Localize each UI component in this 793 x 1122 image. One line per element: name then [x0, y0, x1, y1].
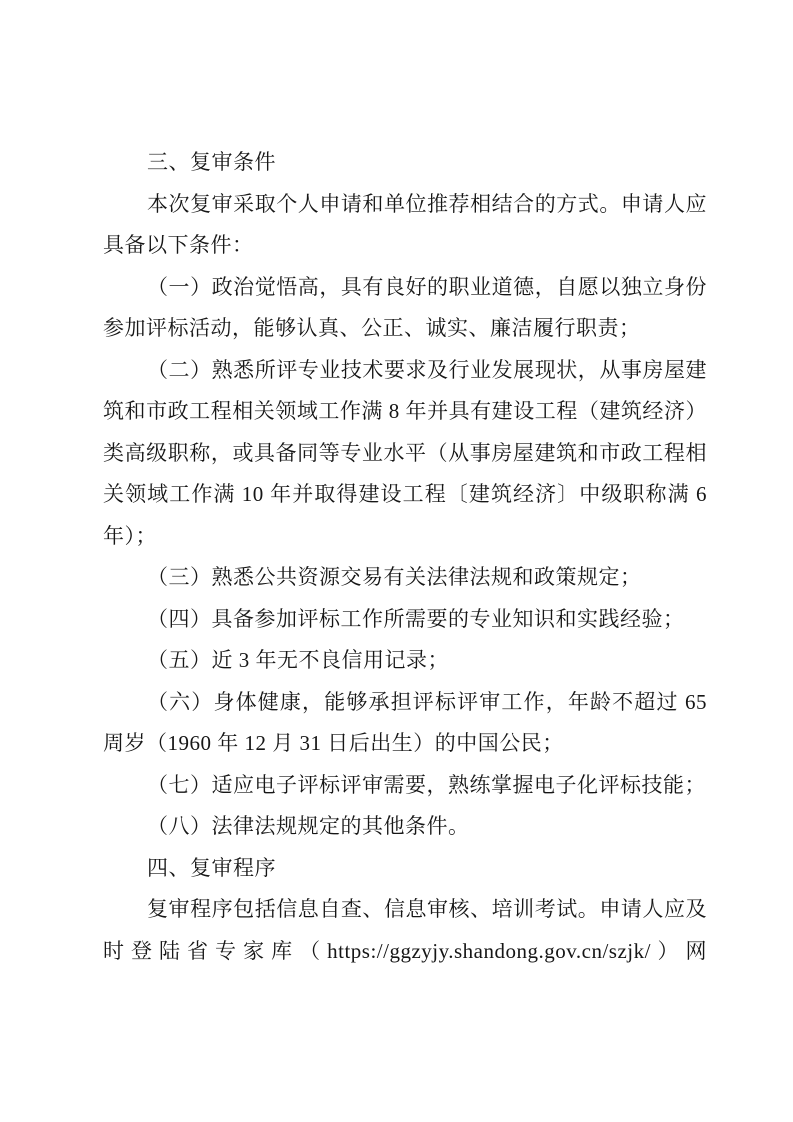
text-line: （八）法律法规规定的其他条件。	[147, 814, 470, 838]
text-line: （五）近 3 年无不良信用记录；	[147, 648, 449, 672]
text-line: 年）；	[103, 523, 157, 548]
text-line: 类高级职称，或具备同等专业水平（从事房屋建筑和市政工程相	[103, 440, 707, 465]
text-line: （一）政治觉悟高，具有良好的职业道德，自愿以独立身份	[147, 274, 707, 299]
text-line: 周岁（1960 年 12 月 31 日后出生）的中国公民；	[103, 731, 564, 755]
document-body	[103, 142, 707, 972]
text-line: （二）熟悉所评专业技术要求及行业发展现状，从事房屋建	[147, 357, 707, 382]
text-line: 参加评标活动，能够认真、公正、诚实、廉洁履行职责；	[103, 316, 641, 340]
text-line: （三）熟悉公共资源交易有关法律法规和政策规定；	[147, 565, 642, 589]
text-line: 具备以下条件：	[103, 233, 254, 257]
text-line: 关领域工作满 10 年并取得建设工程〔建筑经济〕中级职称满 6	[103, 482, 707, 506]
text-line: 本次复审采取个人申请和单位推荐相结合的方式。申请人应	[147, 191, 707, 216]
section-heading: 三、复审条件	[147, 150, 276, 174]
section-heading: 四、复审程序	[147, 855, 276, 880]
text-line: 筑和市政工程相关领域工作满 8 年并具有建设工程（建筑经济）	[103, 399, 707, 423]
text-line: （六）身体健康，能够承担评标评审工作，年龄不超过 65	[147, 689, 707, 714]
text-line: （四）具备参加评标工作所需要的专业知识和实践经验；	[147, 606, 685, 631]
text-line: 时登陆省专家库（https://ggzyjy.shandong.gov.cn/szjk/）网	[103, 938, 707, 963]
text-line: （七）适应电子评标评审需要，熟练掌握电子化评标技能；	[147, 772, 706, 797]
text-line: 复审程序包括信息自查、信息审核、培训考试。申请人应及	[147, 897, 707, 921]
